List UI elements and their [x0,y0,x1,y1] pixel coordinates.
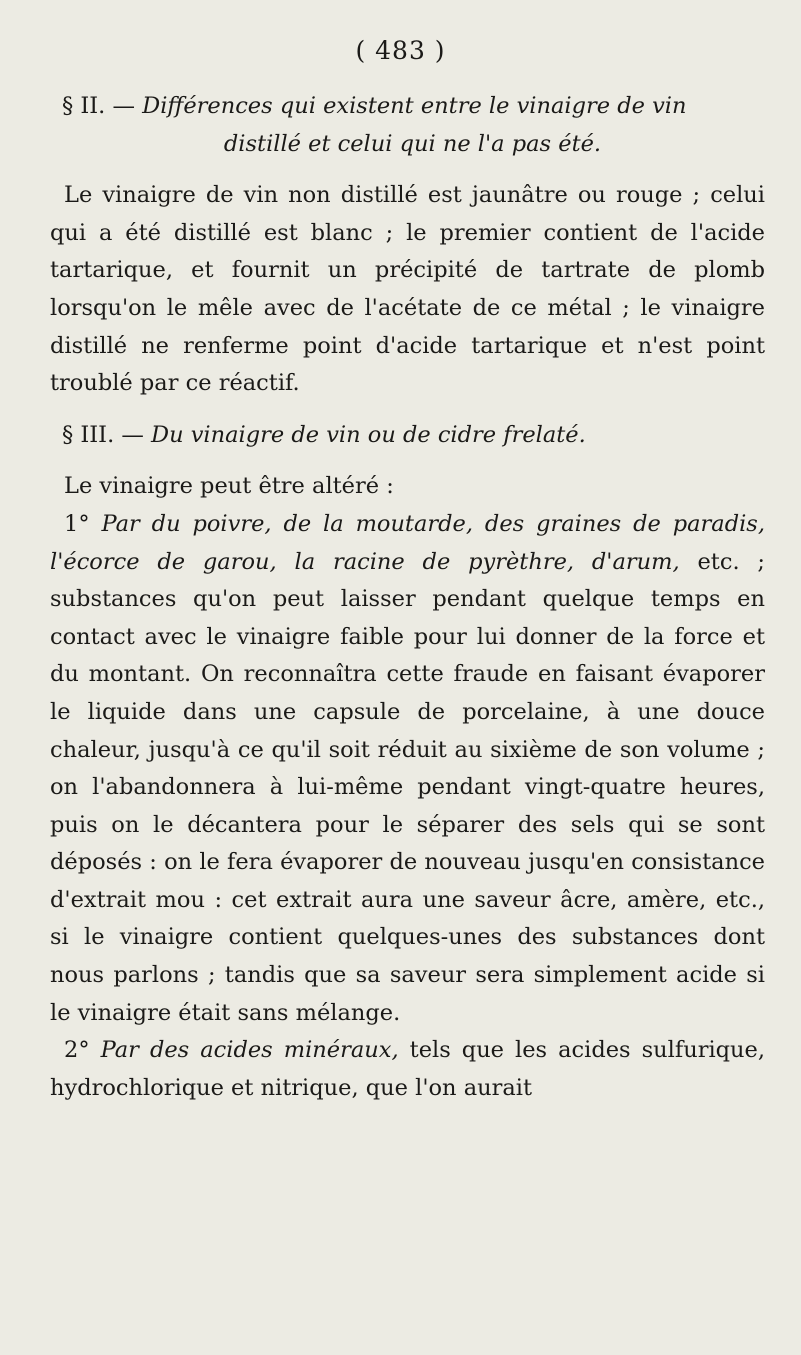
item-2 [50,1032,765,1107]
section-3-title: Du vinaigre de vin ou de cidre frelaté. [151,421,586,448]
section-2-title-line2: distillé et celui qui ne l'a pas été. [223,130,602,157]
paragraph-2: Le vinaigre peut être altéré : [64,473,394,500]
page-number: ( 483 ) [355,36,446,65]
section-2-dash: — [112,93,135,119]
item-1 [50,506,765,1032]
paragraph-1: Le vinaigre de vin non distillé est jaunâtre ou rouge ; celui qui a été distillé est blanc ; le premier contient de l'acide tartarique, et fournit un précipité de tartrate de plomb lorsqu'on le mêle avec de l'acétate de ce métal ; le vinaigre distillé ne renferme point d'acide tartarique et n'est point troublé par ce réactif. [50,182,765,397]
section-2-title-line1: Différences qui existent entre le vinaigre de vin [142,93,687,119]
page-body [50,88,765,1107]
section-2-number: § II. [62,93,106,119]
item-1-title: Par du poivre, de la moutarde, des graines de paradis, l'écorce de garou, la racine de pyrèthre, d'arum, [50,510,765,575]
item-2-marker: 2° [64,1037,90,1064]
section-2-heading [50,88,765,126]
item-2-text: tels que les acides sulfurique, hydrochlorique et nitrique, que l'on aurait [50,1037,766,1101]
item-1-text: etc. ; substances qu'on peut laisser pendant quelque temps en contact avec le vinaigre faible pour lui donner de la force et du montant. On reconnaîtra cette fraude en faisant évaporer le liquide dans une capsule de porcelaine, à une douce chaleur, jusqu'à ce qu'il soit réduit au sixième de son volume ; on l'abandonnera à lui-même pendant vingt-quatre heures, puis on le décantera pour le séparer des sels qui se sont déposés : on le fera évaporer de nouveau jusqu'en consistance d'extrait mou : cet extrait aura une saveur âcre, amère, etc., si le vinaigre contient quelques-unes des substances dont nous parlons ; tandis que sa saveur sera simplement acide si le vinaigre était sans mélange. [50,548,766,1026]
section-3-number: § III. [62,421,115,448]
section-3-heading [50,417,765,455]
item-1-marker: 1° [64,510,90,537]
section-3-dash: — [121,421,144,448]
item-2-title: Par des acides minéraux, [100,1037,399,1064]
